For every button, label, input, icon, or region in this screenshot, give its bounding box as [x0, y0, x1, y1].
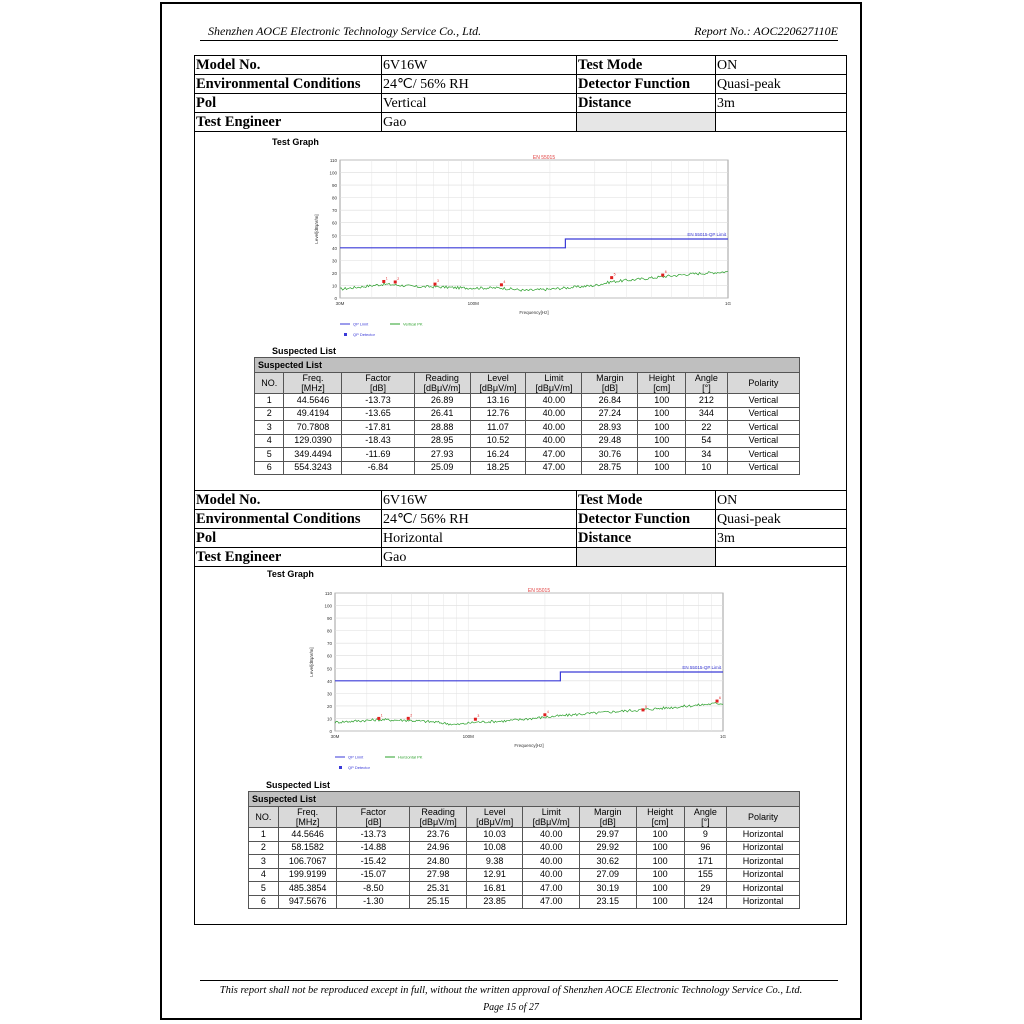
table-cell: 3 [255, 421, 284, 435]
table-cell: 44.5646 [278, 828, 337, 842]
table-row [249, 882, 800, 896]
test-graph-vertical [290, 148, 790, 343]
y-tick-label: 70 [331, 208, 337, 214]
table-cell: 29.48 [582, 434, 638, 448]
column-header: Reading [dBμV/m] [414, 373, 470, 394]
legend-swatch-detector [344, 333, 347, 336]
table-cell: 485.3854 [278, 882, 337, 896]
table-row [255, 421, 800, 435]
table-cell: 947.5676 [278, 895, 337, 909]
table-cell: -15.07 [337, 868, 410, 882]
qp-detector-label: 1 [380, 713, 383, 718]
column-header: Height [cm] [636, 807, 684, 828]
table-cell: 26.89 [414, 394, 470, 408]
table-cell: 22 [686, 421, 728, 435]
legend-qp-detector: QP Detector [348, 765, 370, 770]
table-cell: 11.07 [470, 421, 526, 435]
x-axis-label: Frequency[Hz] [519, 310, 549, 315]
qp-detector-label: 3 [436, 279, 439, 284]
table-cell: 18.25 [470, 461, 526, 475]
table-cell: 29 [684, 882, 726, 896]
y-tick-label: 20 [331, 270, 337, 276]
column-header: NO. [255, 373, 284, 394]
column-header: Limit [dBμV/m] [526, 373, 582, 394]
table-cell: 24.96 [410, 841, 467, 855]
table-cell: 25.09 [414, 461, 470, 475]
table-cell: 100 [636, 895, 684, 909]
label-env: Environmental Conditions [195, 75, 382, 94]
table-cell: 155 [684, 868, 726, 882]
table-cell: 27.98 [410, 868, 467, 882]
label-pol: Pol [195, 529, 382, 548]
legend-qp-limit: QP Limit [353, 321, 369, 327]
value-model-no: 6V16W [382, 56, 577, 75]
test-graph-title: Test Graph [272, 137, 319, 147]
chart-title: EN 55015 [532, 155, 556, 161]
table-cell: 70.7808 [284, 421, 342, 435]
label-distance: Distance [577, 529, 716, 548]
suspected-list-caption: Suspected List [272, 346, 337, 356]
table-cell: 12.76 [470, 407, 526, 421]
table-cell: -18.43 [342, 434, 414, 448]
table-cell: 124 [684, 895, 726, 909]
table-cell: 30.76 [582, 448, 638, 462]
info-table-horizontal [194, 490, 847, 567]
table-row [255, 407, 800, 421]
table-cell: 349.4494 [284, 448, 342, 462]
table-cell: 100 [636, 855, 684, 869]
header-rule [200, 40, 838, 41]
table-cell: 9.38 [466, 855, 523, 869]
table-cell: 40.00 [526, 434, 582, 448]
table-cell: 100 [636, 882, 684, 896]
table-row [255, 461, 800, 475]
legend-pk: Vertical PK [403, 321, 423, 327]
column-header: Freq. [MHz] [284, 373, 342, 394]
y-tick-label: 50 [326, 666, 332, 672]
value-detector: Quasi-peak [716, 510, 847, 529]
table-row [249, 855, 800, 869]
value-distance: 3m [716, 94, 847, 113]
plot-area [335, 593, 723, 731]
label-distance: Distance [577, 94, 716, 113]
qp-detector-label: 6 [664, 270, 667, 275]
x-tick-label: 100M [467, 301, 479, 306]
value-env: 24℃/ 56% RH [382, 510, 577, 529]
y-axis-label: Level[dBμV/m] [309, 647, 314, 677]
y-tick-label: 110 [324, 591, 332, 596]
table-cell: 100 [636, 828, 684, 842]
table-cell: 40.00 [526, 407, 582, 421]
table-cell: -13.73 [337, 828, 410, 842]
table-cell: 25.31 [410, 882, 467, 896]
table-row [249, 895, 800, 909]
footer-rule [200, 980, 838, 981]
table-cell: -15.42 [337, 855, 410, 869]
table-cell: 30.19 [579, 882, 636, 896]
table-cell: 6 [255, 461, 284, 475]
table-cell: 1 [249, 828, 279, 842]
y-tick-label: 40 [331, 245, 337, 251]
header-report-no: Report No.: AOC220627110E [694, 24, 838, 38]
label-model-no: Model No. [195, 56, 382, 75]
table-cell: 28.95 [414, 434, 470, 448]
table-cell: 6 [249, 895, 279, 909]
y-tick-label: 40 [326, 678, 332, 684]
table-cell: 28.88 [414, 421, 470, 435]
table-cell: 47.00 [523, 882, 580, 896]
column-header: Limit [dBμV/m] [523, 807, 580, 828]
table-cell: 12.91 [466, 868, 523, 882]
y-tick-label: 80 [331, 195, 337, 201]
y-tick-label: 30 [331, 258, 337, 264]
qp-detector-label: 2 [397, 276, 400, 281]
y-tick-label: 110 [329, 158, 337, 163]
table-cell: 96 [684, 841, 726, 855]
y-tick-label: 0 [329, 729, 332, 734]
y-tick-label: 100 [324, 603, 332, 609]
table-cell: 34 [686, 448, 728, 462]
table-cell: Horizontal [726, 841, 799, 855]
value-test-mode: ON [716, 56, 847, 75]
column-header: NO. [249, 807, 279, 828]
y-tick-label: 30 [326, 691, 332, 697]
table-cell: -13.65 [342, 407, 414, 421]
table-cell: 100 [636, 841, 684, 855]
qp-detector-label: 1 [385, 276, 388, 281]
table-cell: 100 [638, 434, 686, 448]
table-cell: 344 [686, 407, 728, 421]
qp-detector-label: 2 [410, 713, 413, 718]
label-engineer: Test Engineer [195, 113, 382, 132]
table-cell: Vertical [727, 448, 799, 462]
table-cell: 40.00 [523, 868, 580, 882]
table-cell: 100 [638, 421, 686, 435]
table-row [255, 394, 800, 408]
table-cell: 28.75 [582, 461, 638, 475]
table-cell: 26.41 [414, 407, 470, 421]
y-tick-label: 90 [326, 616, 332, 622]
empty-cell [577, 113, 716, 132]
table-cell: 29.97 [579, 828, 636, 842]
y-tick-label: 70 [326, 641, 332, 647]
table-cell: 23.85 [466, 895, 523, 909]
y-tick-label: 80 [326, 628, 332, 634]
table-cell: 40.00 [523, 841, 580, 855]
table-cell: 16.24 [470, 448, 526, 462]
table-cell: -8.50 [337, 882, 410, 896]
table-row [249, 828, 800, 842]
table-cell: Vertical [727, 461, 799, 475]
y-tick-label: 100 [329, 170, 337, 176]
empty-cell [716, 113, 847, 132]
table-cell: 27.24 [582, 407, 638, 421]
table-cell: 554.3243 [284, 461, 342, 475]
table-cell: Horizontal [726, 882, 799, 896]
table-cell: 10.08 [466, 841, 523, 855]
column-header: Factor [dB] [342, 373, 414, 394]
suspected-list-header: Suspected List [249, 792, 800, 807]
table-cell: 49.4194 [284, 407, 342, 421]
table-cell: 40.00 [523, 855, 580, 869]
limit-label: EN 55015-QP Limit [682, 665, 721, 671]
legend-swatch-detector [339, 766, 342, 769]
table-cell: 1 [255, 394, 284, 408]
table-cell: 27.93 [414, 448, 470, 462]
x-tick-label: 1G [719, 734, 727, 739]
table-row [255, 434, 800, 448]
table-cell: 26.84 [582, 394, 638, 408]
value-engineer: Gao [382, 113, 577, 132]
table-cell: 27.09 [579, 868, 636, 882]
table-cell: 100 [638, 448, 686, 462]
table-cell: Horizontal [726, 868, 799, 882]
x-tick-label: 100M [462, 734, 474, 739]
x-tick-label: 30M [335, 301, 345, 306]
x-axis-label: Frequency[Hz] [514, 743, 544, 748]
suspected-list-header: Suspected List [255, 358, 800, 373]
qp-detector-label: 5 [613, 272, 616, 277]
column-header: Level [dBμV/m] [470, 373, 526, 394]
table-cell: Vertical [727, 407, 799, 421]
label-detector: Detector Function [577, 510, 716, 529]
column-header: Polarity [726, 807, 799, 828]
y-axis-label: Level[dBμV/m] [314, 214, 319, 244]
column-header: Margin [dB] [582, 373, 638, 394]
table-cell: Vertical [727, 421, 799, 435]
table-cell: 10 [686, 461, 728, 475]
legend-qp-limit: QP Limit [348, 754, 364, 760]
info-table-vertical [194, 55, 847, 132]
value-env: 24℃/ 56% RH [382, 75, 577, 94]
x-tick-label: 30M [330, 734, 340, 739]
table-cell: 23.76 [410, 828, 467, 842]
value-detector: Quasi-peak [716, 75, 847, 94]
table-cell: 47.00 [526, 448, 582, 462]
table-cell: 28.93 [582, 421, 638, 435]
table-cell: 5 [249, 882, 279, 896]
column-header: Angle [°] [686, 373, 728, 394]
table-cell: Vertical [727, 434, 799, 448]
value-pol: Vertical [382, 94, 577, 113]
table-cell: 58.1582 [278, 841, 337, 855]
label-env: Environmental Conditions [195, 510, 382, 529]
table-cell: 25.15 [410, 895, 467, 909]
value-test-mode: ON [716, 491, 847, 510]
table-cell: 30.62 [579, 855, 636, 869]
x-tick-label: 1G [724, 301, 732, 306]
qp-detector-label: 5 [645, 704, 647, 709]
table-cell: 2 [255, 407, 284, 421]
table-cell: Vertical [727, 394, 799, 408]
table-row [255, 448, 800, 462]
legend-pk: Horizontal PK [398, 754, 423, 760]
qp-detector-label: 4 [503, 279, 506, 284]
column-header: Margin [dB] [579, 807, 636, 828]
table-cell: 4 [255, 434, 284, 448]
column-header: Reading [dBμV/m] [410, 807, 467, 828]
suspected-list-caption: Suspected List [266, 780, 331, 790]
table-cell: 40.00 [526, 394, 582, 408]
table-cell: 10.52 [470, 434, 526, 448]
table-cell: 199.9199 [278, 868, 337, 882]
column-header: Freq. [MHz] [278, 807, 337, 828]
table-cell: 100 [638, 461, 686, 475]
column-header: Level [dBμV/m] [466, 807, 523, 828]
table-cell: 106.7067 [278, 855, 337, 869]
table-cell: 5 [255, 448, 284, 462]
chart-title: EN 55015 [527, 588, 551, 594]
value-model-no: 6V16W [382, 491, 577, 510]
test-graph-horizontal [285, 581, 785, 776]
table-cell: Horizontal [726, 895, 799, 909]
table-cell: 13.16 [470, 394, 526, 408]
label-engineer: Test Engineer [195, 548, 382, 567]
table-cell: 40.00 [523, 828, 580, 842]
y-tick-label: 90 [331, 183, 337, 189]
qp-detector-label: 6 [719, 696, 721, 701]
label-test-mode: Test Mode [577, 491, 716, 510]
label-model-no: Model No. [195, 491, 382, 510]
table-cell: 47.00 [523, 895, 580, 909]
legend-qp-detector: QP Detector [353, 332, 375, 337]
table-cell: -11.69 [342, 448, 414, 462]
table-cell: 10.03 [466, 828, 523, 842]
table-cell: 40.00 [526, 421, 582, 435]
table-cell: 100 [636, 868, 684, 882]
table-cell: 16.81 [466, 882, 523, 896]
table-cell: 212 [686, 394, 728, 408]
table-cell: Horizontal [726, 828, 799, 842]
table-cell: 129.0390 [284, 434, 342, 448]
value-pol: Horizontal [382, 529, 577, 548]
table-cell: -17.81 [342, 421, 414, 435]
suspected-list-table-vertical [254, 357, 800, 475]
table-cell: 47.00 [526, 461, 582, 475]
label-test-mode: Test Mode [577, 56, 716, 75]
limit-label: EN 55015-QP Limit [687, 232, 726, 238]
y-tick-label: 0 [334, 296, 337, 301]
y-tick-label: 60 [331, 220, 337, 226]
y-tick-label: 60 [326, 653, 332, 659]
header-company: Shenzhen AOCE Electronic Technology Service Co., Ltd. [208, 24, 482, 38]
table-cell: 4 [249, 868, 279, 882]
empty-cell [577, 548, 716, 567]
footer-page: Page 15 of 27 [483, 1002, 539, 1013]
test-graph-title: Test Graph [267, 569, 314, 579]
table-cell: 54 [686, 434, 728, 448]
table-cell: 100 [638, 394, 686, 408]
table-cell: 23.15 [579, 895, 636, 909]
y-tick-label: 50 [331, 233, 337, 239]
column-header: Factor [dB] [337, 807, 410, 828]
value-distance: 3m [716, 529, 847, 548]
table-cell: -6.84 [342, 461, 414, 475]
table-cell: 2 [249, 841, 279, 855]
table-cell: 100 [638, 407, 686, 421]
table-row [249, 868, 800, 882]
column-header: Angle [°] [684, 807, 726, 828]
empty-cell [716, 548, 847, 567]
table-cell: Horizontal [726, 855, 799, 869]
column-header: Height [cm] [638, 373, 686, 394]
label-pol: Pol [195, 94, 382, 113]
y-tick-label: 20 [326, 703, 332, 709]
qp-detector-label: 4 [546, 709, 549, 714]
table-cell: -14.88 [337, 841, 410, 855]
table-row [249, 841, 800, 855]
footer-notice: This report shall not be reproduced except in full, without the written approval of Shenzhen AOCE Electronic Technology Service Co., Ltd. [219, 985, 803, 996]
column-header: Polarity [727, 373, 799, 394]
table-cell: 24.80 [410, 855, 467, 869]
table-cell: 44.5646 [284, 394, 342, 408]
table-cell: 9 [684, 828, 726, 842]
table-cell: -1.30 [337, 895, 410, 909]
table-cell: 3 [249, 855, 279, 869]
table-cell: 171 [684, 855, 726, 869]
label-detector: Detector Function [577, 75, 716, 94]
table-cell: -13.73 [342, 394, 414, 408]
y-tick-label: 10 [331, 283, 337, 289]
value-engineer: Gao [382, 548, 577, 567]
y-tick-label: 10 [326, 716, 332, 722]
table-cell: 29.92 [579, 841, 636, 855]
qp-detector-label: 3 [477, 714, 480, 719]
suspected-list-table-horizontal [248, 791, 800, 909]
